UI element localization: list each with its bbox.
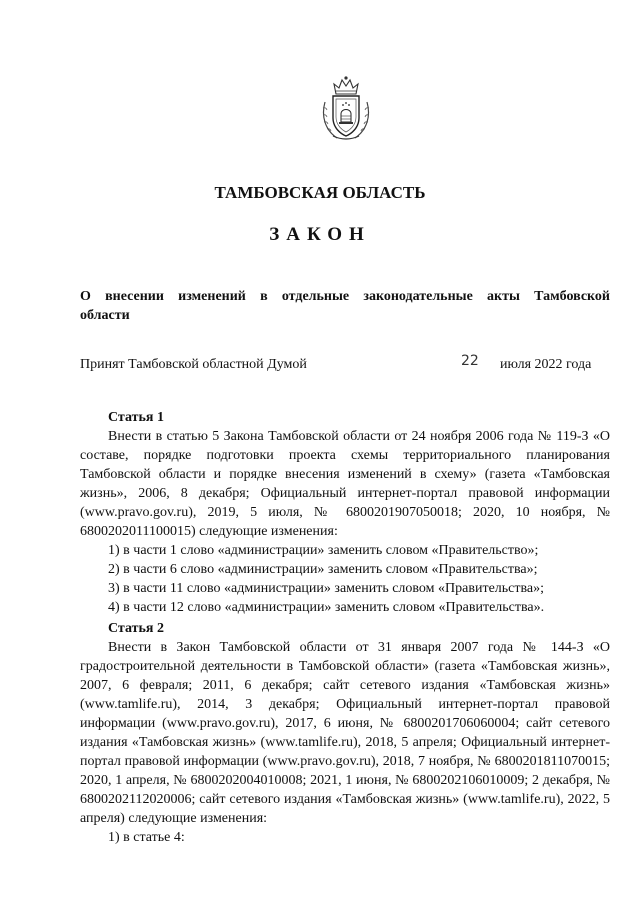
article-1	[80, 408, 610, 617]
tambov-coat-of-arms-icon	[319, 72, 373, 144]
region-title: ТАМБОВСКАЯ ОБЛАСТЬ	[214, 183, 426, 202]
article-2-heading: Статья 2	[108, 621, 164, 636]
list-item: 2) в части 6 слово «администрации» заменить словом «Правительства»;	[108, 562, 538, 577]
article-1-intro: Внести в статью 5 Закона Тамбовской области от 24 ноября 2006 года № 119-З «О составе, порядке подготовки проекта схемы территориального планирования Тамбовской области и порядке внесения изменений в схему» (газета «Тамбовская жизнь», 2006, 8 декабря; Официальный интернет-портал правовой информации (www.pravo.gov.ru), 2019, 5 июля, № 6800201907050018; 2020, 10 ноября, № 6800202011100015) следующие изменения:	[80, 429, 610, 539]
adoption-month-year: июля 2022 года	[500, 357, 592, 372]
article-1-heading: Статья 1	[108, 410, 164, 425]
article-2	[80, 619, 610, 847]
adoption-line	[80, 355, 610, 374]
adopted-by-text: Принят Тамбовской областной Думой	[80, 357, 307, 372]
article-2-intro: Внести в Закон Тамбовской области от 31 января 2007 года № 144-З «О градостроительной деятельности в Тамбовской области» (газета «Тамбовская жизнь», 2007, 6 февраля; 2011, 6 декабря; сайт сетевого издания «Тамбовская жизнь» (www.tamlife.ru), 2014, 3 декабря; Официальный интернет-портал правовой информации (www.pravo.gov.ru), 2017, 6 июня, № 6800201706060004; сайт сетевого издания «Тамбовская жизнь» (www.tamlife.ru), 2018, 5 апреля; Официальный интернет-портал правовой информации (www.pravo.gov.ru), 2018, 7 ноября, № 6800201811070015; 2020, 1 апреля, № 6800202004010008; 2021, 1 июня, № 6800202106010009; 2 декабря, № 6800202112020006; сайт сетевого издания «Тамбовская жизнь» (www.tamlife.ru), 2022, 5 апреля) следующие изменения:	[80, 640, 610, 826]
document-type-title: ЗАКОН	[269, 224, 371, 245]
list-item: 1) в части 1 слово «администрации» заменить словом «Правительство»;	[108, 543, 539, 558]
list-item: 3) в части 11 слово «администрации» заменить словом «Правительства»;	[108, 581, 545, 596]
adoption-day: 22	[461, 353, 479, 369]
list-item: 1) в статье 4:	[108, 830, 185, 845]
list-item: 4) в части 12 слово «администрации» заменить словом «Правительства».	[108, 600, 545, 615]
law-subject: О внесении изменений в отдельные законодательные акты Тамбовской области	[80, 289, 610, 323]
